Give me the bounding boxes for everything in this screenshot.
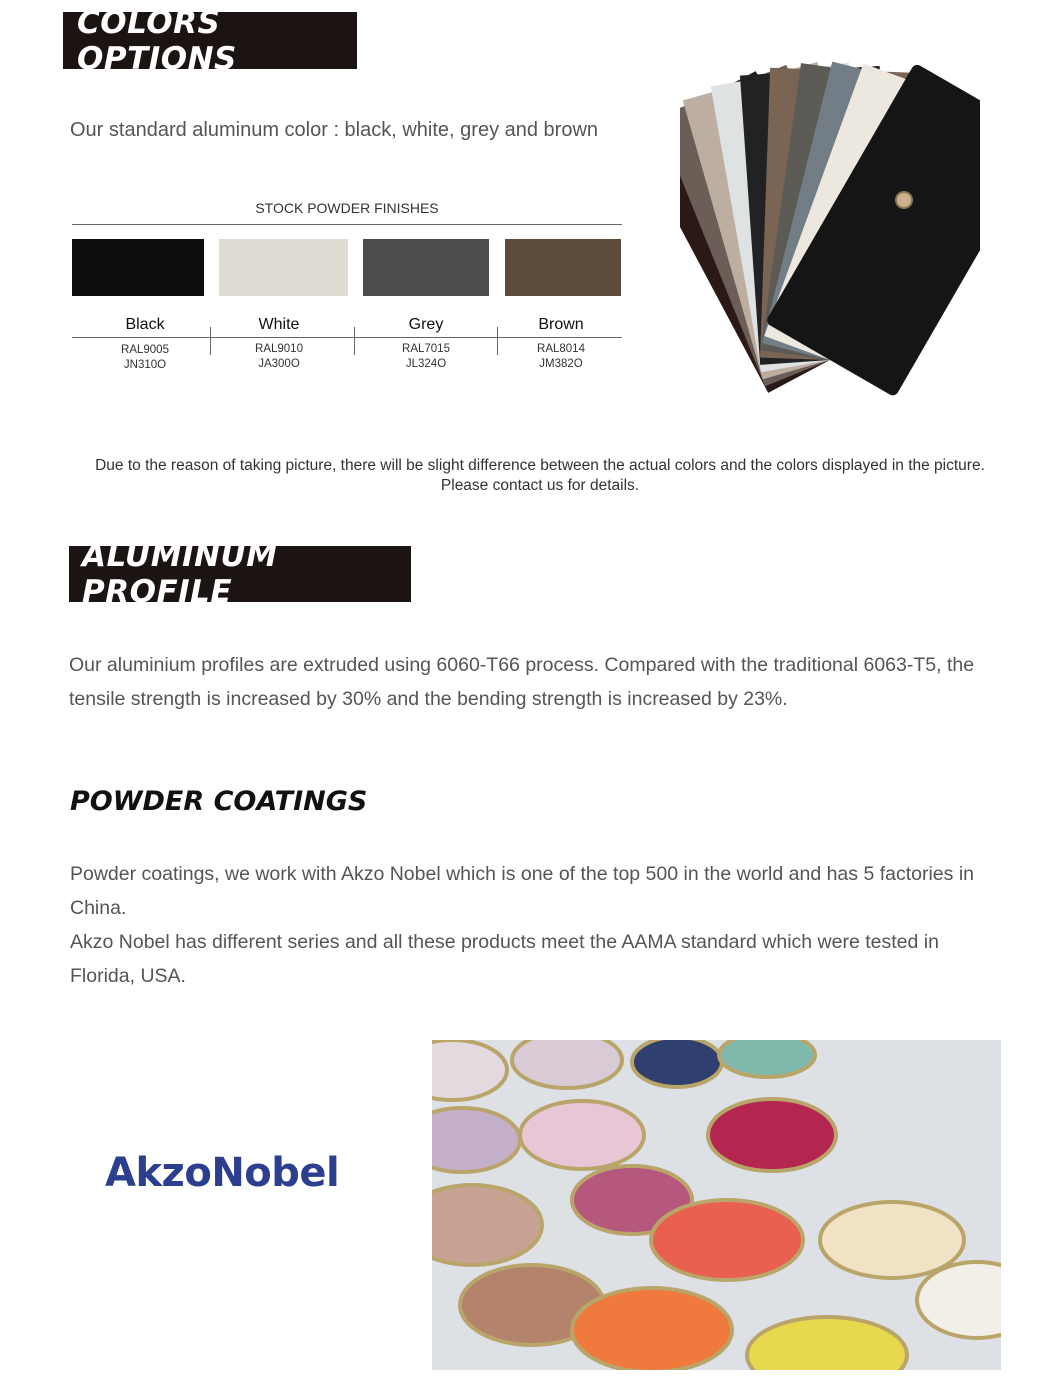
akzonobel-logo: AkzoNobel — [105, 1150, 340, 1196]
ral-code: RAL9005 — [121, 344, 169, 356]
color-fan-deck-image — [680, 30, 980, 420]
powder-coatings-paragraph-2: Akzo Nobel has different series and all these products meet the AAMA standard which were tested in Florida, USA. — [70, 931, 939, 987]
powder-coatings-paragraph-1: Powder coatings, we work with Akzo Nobel which is one of the top 500 in the world and has 5 factories in China. — [70, 863, 974, 919]
ral-code: RAL9010 — [255, 343, 303, 355]
jn-code: JN310O — [123, 359, 167, 371]
swatch-grey — [363, 239, 489, 296]
swatch-name-black: Black — [125, 316, 165, 333]
ral-code: RAL8014 — [537, 343, 585, 355]
divider — [72, 337, 622, 338]
powder-coatings-heading: POWDER COATINGS — [70, 786, 368, 817]
ral-code: RAL7015 — [402, 343, 450, 355]
divider — [72, 224, 622, 225]
jn-code: JA300O — [258, 358, 300, 370]
swatch-codes-black — [72, 343, 218, 373]
colors-options-heading: COLORS OPTIONS — [63, 12, 357, 69]
aluminum-profile-text: Our aluminium profiles are extruded using 6060-T66 process. Compared with the traditional 6063-T5, the tensile strength is increased by 30% and the bending strength is increased by 23%. — [69, 654, 975, 710]
paint-samples-illustration — [432, 1040, 1001, 1370]
powder-coatings-text — [70, 857, 1000, 993]
swatch-codes-white — [211, 342, 347, 372]
swatch-name-white: White — [258, 316, 300, 333]
colors-intro: Our standard aluminum color : black, white, grey and brown — [70, 119, 599, 141]
stock-finishes-title: STOCK POWDER FINISHES — [255, 200, 439, 216]
aluminum-profile-heading: ALUMINUM PROFILE — [69, 546, 411, 602]
jn-code: JL324O — [405, 358, 447, 370]
swatch-codes-grey — [355, 342, 497, 372]
swatch-brown — [505, 239, 621, 296]
jn-code: JM382O — [539, 358, 583, 370]
color-disclaimer-note: Due to the reason of taking picture, there will be slight difference between the actual colors and the colors displayed in the picture. Please contact us for details. — [95, 457, 985, 494]
swatch-white — [219, 239, 348, 296]
powder-paint-samples-photo — [432, 1040, 1001, 1370]
swatch-black — [72, 239, 204, 296]
swatch-name-brown: Brown — [538, 316, 584, 333]
swatch-name-grey: Grey — [408, 316, 444, 333]
swatch-codes-brown — [498, 342, 624, 372]
